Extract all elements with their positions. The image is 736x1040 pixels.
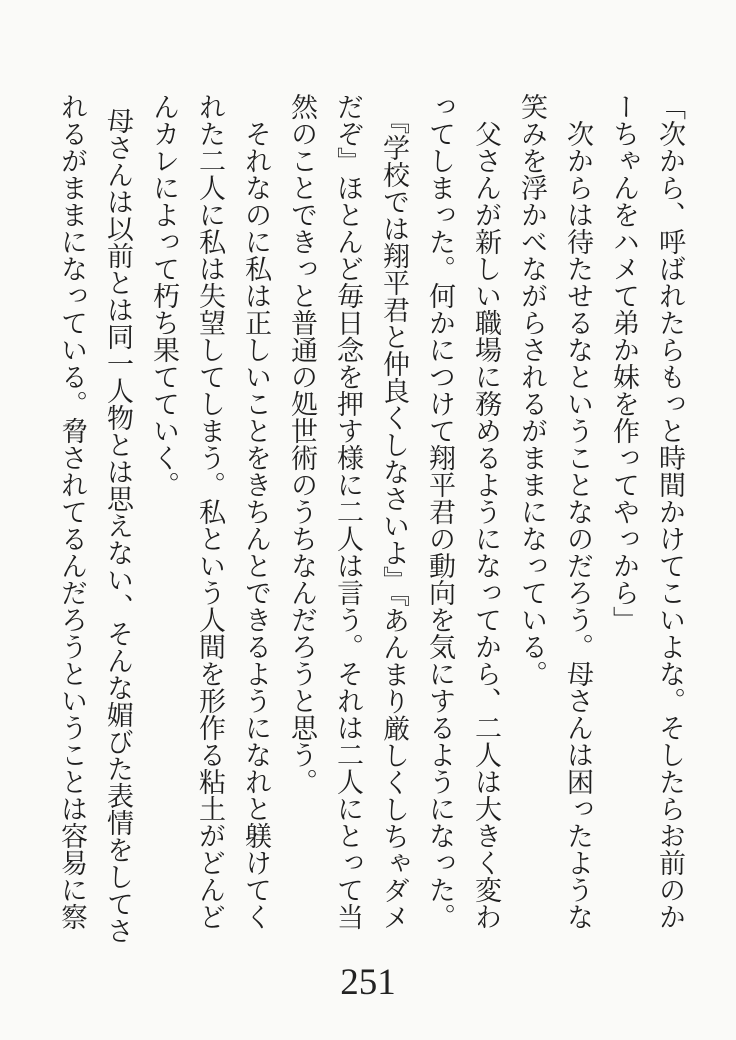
- paragraph-dialogue: 「次から、呼ばれたらもっと時間かけてこいよな。そしたらお前のかーちゃんをハメて弟か妹を作ってやっから」: [609, 93, 685, 930]
- paragraph-4: 『学校では翔平君と仲良くしなさいよ』『あんまり厳しくしちゃダメだぞ』ほとんど毎日念を押す様に二人は言う。それは二人にとって当然のことできっと普通の処世術のうちなんだろうと思う。: [287, 93, 409, 930]
- paragraph-6: 母さんは以前とは同一人物とは思えない、そんな媚びた表情をしてされるがままになっている。脅されてるんだろうということは容易に察: [57, 93, 133, 944]
- page-number: 251: [340, 962, 396, 1003]
- paragraph-3: 父さんが新しい職場に務めるようになってから、二人は大きく変わってしまった。何かにつけて翔平君の動向を気にするようになった。: [425, 93, 501, 930]
- body-text: [49, 93, 693, 945]
- paragraph-5: それなのに私は正しいことをきちんとできるようになれと躾けてくれた二人に私は失望してしまう。私という人間を形作る粘土がどんどんカレによって朽ち果てていく。: [149, 93, 271, 930]
- paragraph-2: 次からは待たせるなということなのだろう。母さんは困ったような笑みを浮かべながらされるがままになっている。: [517, 93, 593, 930]
